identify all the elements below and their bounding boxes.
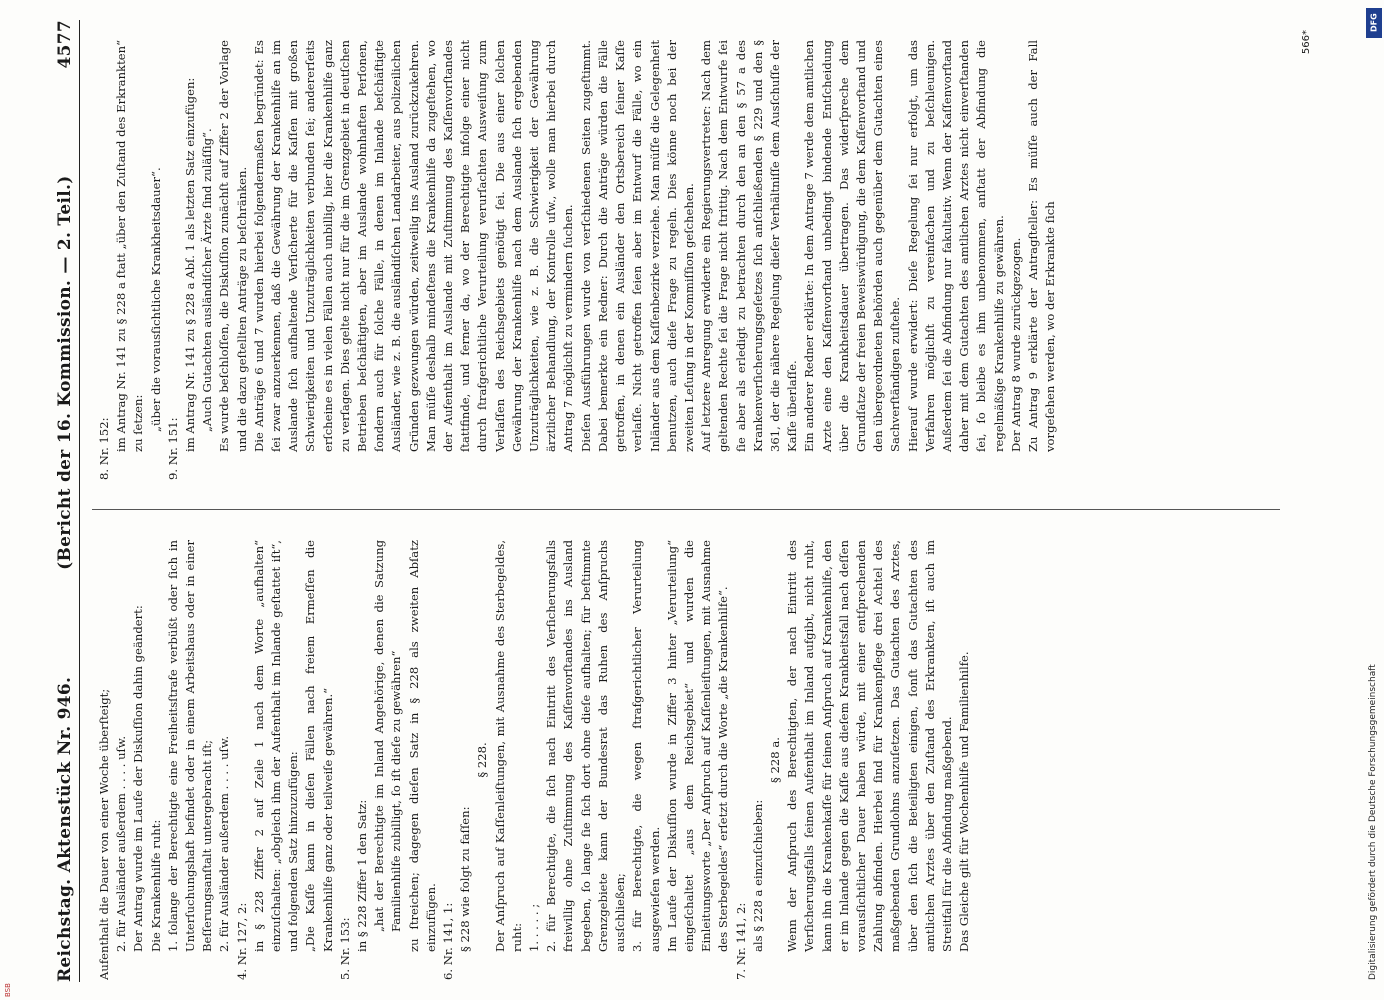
page-number: 4577 [55, 20, 75, 69]
paragraph: 4. Nr. 127, 2: [234, 902, 249, 980]
paragraph: als § 228 a einzuſchieben: [750, 799, 765, 952]
paragraph: 6. Nr. 141, 1: [441, 902, 456, 980]
left-column [96, 540, 1285, 980]
column-divider [92, 509, 1280, 510]
paragraph: Zu Antrag 9 erklärte der Antragſteller: Es müſſe auch der Fall vorgeſehen werden, wo der Erkrankte ſich [1025, 40, 1058, 452]
paragraph: Hierauf wurde erwidert: Dieſe Regelung ſei nur erfolgt, um das Verfahren möglichſt zu vereinfachen und zu beſchleunigen. Außerdem ſei die Abfindung nur fakultativ. Wenn der Kaſſenvorſtand daher mit dem Gutachten des amtlichen Arztes nicht einverſtanden ſei, ſo bleibe es ihm unbenommen, anſtatt der Abfindung die regelmäßige Krankenhilfe zu gewähren. [905, 40, 1006, 452]
paragraph: in § 228 Ziffer 1 den Satz: [355, 799, 370, 952]
right-column [96, 40, 1285, 480]
funding-note: Digitalisierung gefördert durch die Deutsche Forschungsgemeinschaft [1368, 664, 1378, 980]
paragraph: Die Krankenhilfe ruht: [148, 819, 163, 952]
paragraph: Wenn der Anſpruch des Berechtigten, der nach Eintritt des Verſicherungsfalls ſeinen Aufenthalt im Inland aufgibt, nicht ruht, kann ihn die Krankenkaſſe für ſeinen Anſpruch auf Krankenhilfe, den er im Inlande gegen die Kaſſe aus dieſem Krankheitsfall nach deſſen vorausſichtlicher Dauer haben würde, mit einer entſprechenden Zahlung abfinden. Hierbei ſind für Krankenpflege drei Achtel des maßgebenden Grundlohns anzuſetzen. Das Gutachten des Arztes, über den ſich die Beteiligten einigen, ſonſt das Gutachten des amtlichen Arztes über den Zuſtand des Erkrankten, iſt auch im Streitfall für die Abfindung maßgebend. [785, 540, 954, 952]
paragraph: 7. Nr. 141, 2: [733, 902, 748, 980]
paragraph: 8. Nr. 152: [97, 417, 111, 480]
paragraph: Der Anſpruch auf Kaſſenleiſtungen, mit Ausnahme des Sterbegeldes, ruht: [492, 540, 524, 952]
paragraph: „Die Kaſſe kann in dieſen Fällen nach freiem Ermeſſen die Krankenhilfe ganz oder teilweiſe gewähren.“ [303, 540, 335, 952]
paragraph: Der Antrag 8 wurde zurückgezogen. [1008, 237, 1023, 452]
paragraph: Im Laufe der Diskuſſion wurde in Ziffer 3 hinter „Verurteilung“ eingeſchaltet „aus dem Reichsgebiet“ und wurden die Einleitungsworte „Der Anſpruch auf Kaſſenleiſtungen, mit Ausnahme des Sterbegeldes“ erſetzt durch die Worte „die Krankenhilfe“. [664, 540, 731, 952]
paragraph: zu ſtreichen; dagegen dieſen Satz in § 228 als zweiten Abſatz einzufügen. [406, 540, 438, 952]
paragraph: 1. . . . . ; [527, 903, 542, 952]
paragraph: § 228. [475, 742, 490, 778]
paragraph: § 228 wie folgt zu faſſen: [458, 806, 473, 952]
paragraph: in § 228 Ziffer 2 auf Zeile 1 nach dem Worte „aufhalten“ einzuſchalten: „obgleich ihm der Aufenthalt im Inlande geſtattet iſt“, und folgenden Satz hinzuzufügen: [251, 540, 301, 952]
bsb-mark: BSB [4, 983, 12, 997]
paragraph: § 228 a. [767, 737, 782, 783]
paragraph: Es wurde beſchloſſen, die Diskuſſion zunächſt auf Ziffer 2 der Vorlage und die dazu geſtellten Anträge zu beſchränken. [217, 40, 249, 452]
paragraph: im Antrag Nr. 141 zu § 228 a Abſ. 1 als letzten Satz einzufügen: [183, 77, 198, 452]
paragraph: im Antrag Nr. 141 zu § 228 a ſtatt „über den Zuſtand des Erkrankten“ zu ſetzen: [114, 40, 146, 452]
paragraph: Das Gleiche gilt für Wochenhilfe und Familienhilfe. [957, 651, 972, 952]
paragraph: Dieſen Ausführungen wurde von verſchiedenen Seiten zugeſtimmt. Dabei bemerkte ein Redner: Durch die Anträge würden die Fälle getroffen, in denen ein Ausländer den Ortsbereich ſeiner Kaſſe verlaſſe. Nicht getroffen ſeien aber im Entwurf die Fälle, wo ein Inländer aus dem Kaſſenbezirke verziehe. Man müſſe die Gelegenheit benutzen, auch dieſe Frage zu regeln. Dies könne noch bei der zweiten Leſung in der Kommiſſion geſchehen. [578, 40, 696, 452]
paragraph: 2. für Berechtigte, die ſich nach Eintritt des Verſicherungsfalls freiwillig ohne Zuſtimmung des Kaſſenvorſtandes ins Ausland begeben, ſo lange ſie ſich dort ohne dieſe aufhalten; für beſtimmte Grenzgebiete kann der Bundesrat das Ruhen des Anſpruchs ausſchließen; [544, 540, 628, 952]
header-center: (Bericht der 16. Kommission. — 2. Teil.) [55, 175, 75, 570]
dfg-logo: DFG [1366, 8, 1382, 38]
paragraph: Die Anträge 6 und 7 wurden hierbei folgendermaßen begründet: Es ſei zwar anzuerkennen, daß die Gewährung der Krankenhilfe an im Auslande ſich aufhaltende Verſicherte für die Kaſſen mit großen Schwierigkeiten und Unzuträglichkeiten verbunden ſei; andererſeits erſcheine es in vielen Fällen auch unbillig, hier die Krankenhilfe ganz zu verſagen. Dies gelte nicht nur für die im Grenzgebiet in deutſchen Betrieben beſchäftigten, aber im Auslande wohnhaften Perſonen, ſondern auch für ſolche Fälle, in denen im Inlande beſchäftigte Ausländer, wie z. B. die ausländiſchen Landarbeiter, aus polizeilichen Gründen gezwungen würden, zeitweilig ins Ausland zurückzukehren. Man müſſe deshalb mindeſtens die Krankenhilfe da zugeſtehen, wo der Aufenthalt im Auslande mit Zuſtimmung des Kaſſenvorſtandes ſtattfinde, und ferner da, wo der Berechtigte infolge einer nicht durch ſtrafgerichtliche Verurteilung verurſachten Ausweiſung zum Verlaſſen des Reichsgebiets genötigt ſei. Die aus einer ſolchen Gewährung der Krankenhilfe nach dem Auslande ſich ergebenden Unzuträglichkeiten, wie z. B. die Schwierigkeit der Gewährung ärztlicher Behandlung, der Kontrolle uſw., wolle man hierbei durch Antrag 7 möglichſt zu vermindern ſuchen. [251, 40, 576, 452]
page-header [50, 20, 80, 982]
paragraph: 5. Nr. 153: [337, 917, 352, 980]
paragraph: „über die vorausſichtliche Krankheitsdauer“. [148, 167, 163, 432]
paragraph: 2. für Ausländer außerdem . . . . uſw. [114, 735, 129, 952]
paragraph: 1. ſolange der Berechtigte eine Freiheitsſtrafe verbüßt oder ſich in Unterſuchungshaft befindet oder in einem Arbeitshaus oder in einer Beſſerungsanſtalt untergebracht iſt; [165, 540, 215, 952]
paragraph: „Auch Gutachten ausländiſcher Ärzte ſind zuläſſig“. [200, 128, 215, 432]
sheet-signature: 566* [1301, 30, 1312, 55]
paragraph: „hat der Berechtigte im Inland Angehörige, denen die Satzung Familienhilfe zubilligt, ſo iſt dieſe zu gewähren“ [372, 540, 404, 932]
paragraph: Ein anderer Redner erklärte: In dem Antrage 7 werde dem amtlichen Arzte eine den Kaſſenvorſtand unbedingt bindende Entſcheidung über die Krankheitsdauer übertragen. Das widerſpreche dem Grundſatze der freien Beweiswürdigung, die dem Kaſſenvorſtand und den übergeordneten Behörden auch gegenüber dem Gutachten eines Sachverſtändigen zuſtehe. [802, 40, 903, 452]
header-left: Reichstag. Aktenstück Nr. 946. [55, 676, 75, 982]
paragraph: Aufenthalt die Dauer von einer Woche überſteigt; [97, 688, 111, 980]
paragraph: Der Antrag wurde im Laufe der Diskuſſion dahin geändert: [131, 605, 146, 952]
paragraph: Auf letztere Anregung erwiderte ein Regierungsvertreter: Nach dem geltenden Rechte ſei die Frage nicht ſtrittig. Nach dem Entwurfe ſei ſie aber als erledigt zu betrachten durch den an den § 57 a des Krankenverſicherungsgeſetzes ſich anſchließenden § 229 und den § 361, der die nähere Regelung dieſer Verhältniſſe dem Ausſchuſſe der Kaſſe überlaſſe. [699, 40, 800, 452]
paragraph: 2. für Ausländer außerdem . . . . uſw. [217, 735, 232, 952]
paragraph: 3. für Berechtigte, die wegen ſtrafgerichtlicher Verurteilung ausgewieſen werden. [630, 540, 662, 952]
paragraph: 9. Nr. 151: [165, 417, 180, 480]
